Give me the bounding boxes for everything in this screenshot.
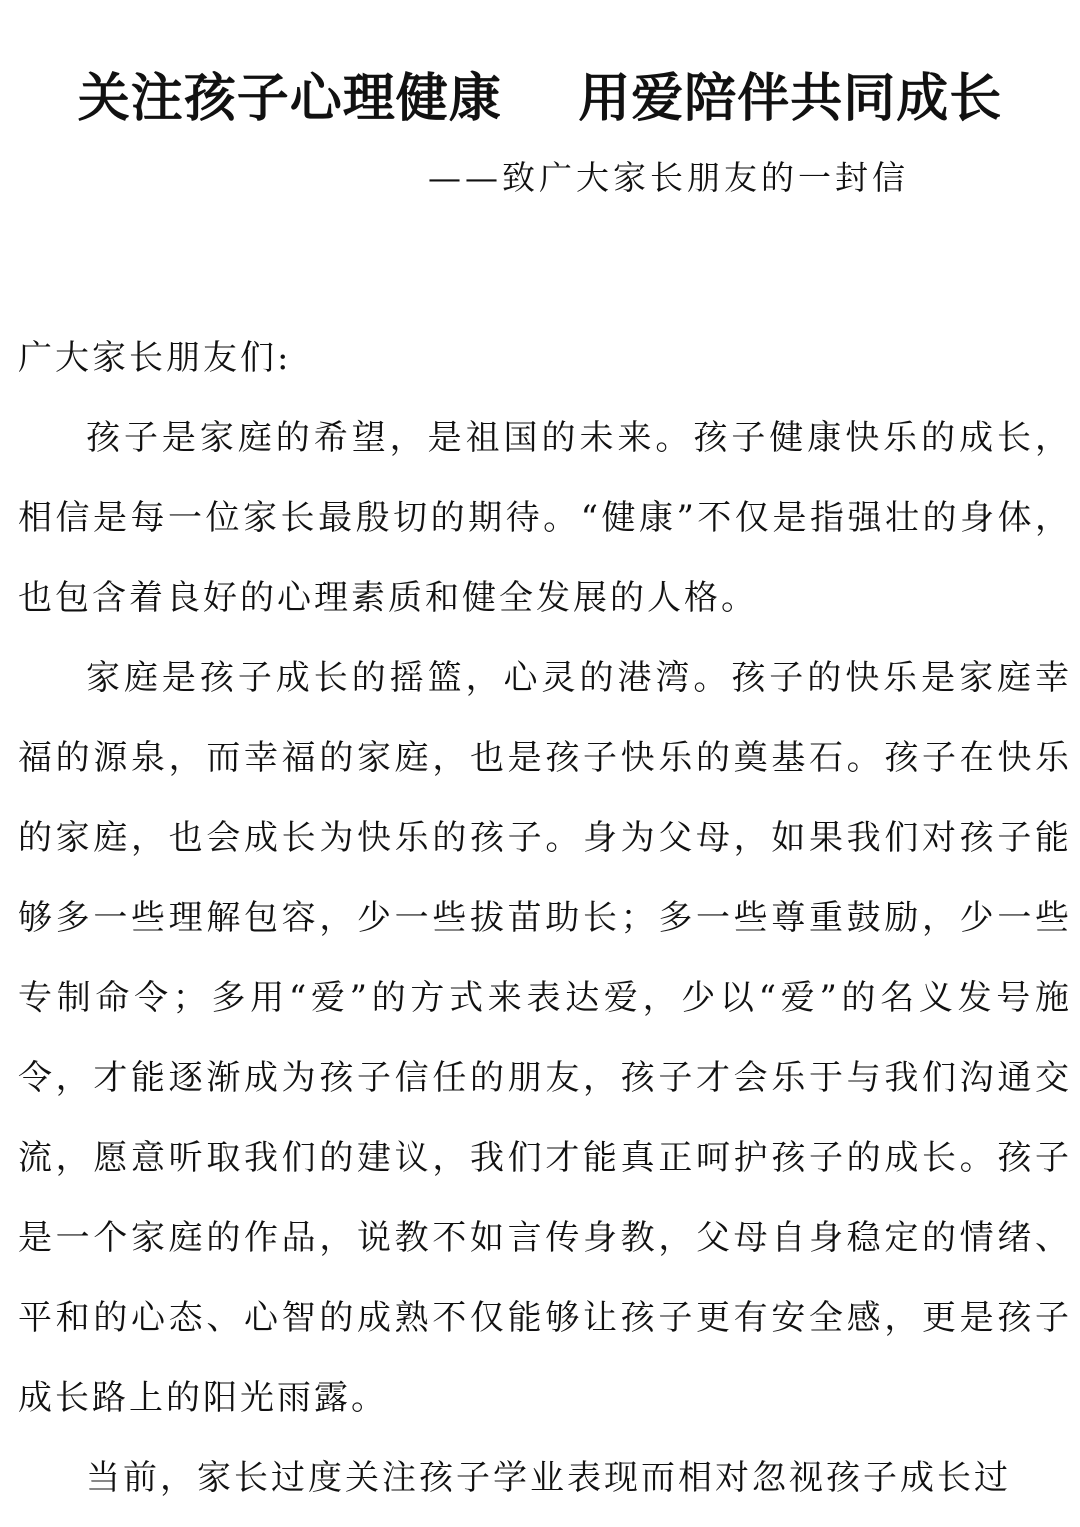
letter-body <box>18 318 1072 1518</box>
paragraph-3: 当前，家长过度关注孩子学业表现而相对忽视孩子成长过 <box>86 1458 1011 1498</box>
letter-subtitle: ——致广大家长朋友的一封信 <box>428 158 909 197</box>
letter-title: 关注孩子心理健康 用爱陪伴共同成长 <box>77 68 1003 129</box>
paragraph-1: 孩子是家庭的希望，是祖国的未来。孩子健康快乐的成长，相信是每一位家长最殷切的期待。“健康”不仅是指强壮的身体，也包含着良好的心理素质和健全发展的人格。 <box>18 418 1072 618</box>
salutation: 广大家长朋友们: <box>18 338 292 378</box>
paragraph-2: 家庭是孩子成长的摇篮，心灵的港湾。孩子的快乐是家庭幸福的源泉，而幸福的家庭，也是孩子快乐的奠基石。孩子在快乐的家庭，也会成长为快乐的孩子。身为父母，如果我们对孩子能够多一些理解包容，少一些拔苗助长；多一些尊重鼓励，少一些专制命令；多用“爱”的方式来表达爱，少以“爱”的名义发号施令，才能逐渐成为孩子信任的朋友，孩子才会乐于与我们沟通交流，愿意听取我们的建议，我们才能真正呵护孩子的成长。孩子是一个家庭的作品，说教不如言传身教，父母自身稳定的情绪、平和的心态、心智的成熟不仅能够让孩子更有安全感，更是孩子成长路上的阳光雨露。 <box>18 658 1072 1418</box>
